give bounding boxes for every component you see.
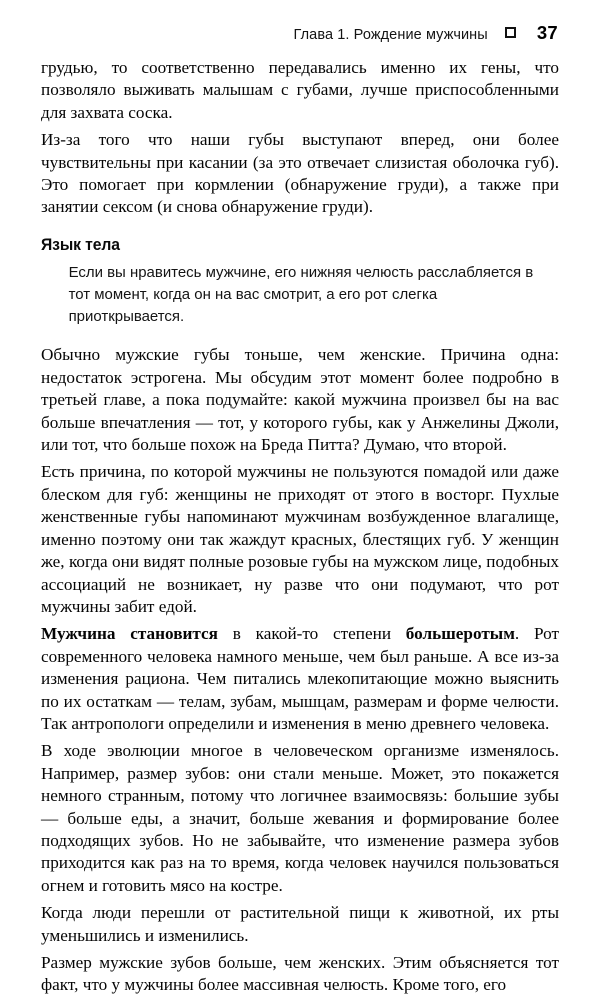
section-heading-body-language: Язык тела — [41, 235, 120, 254]
page-number: 37 — [536, 22, 558, 43]
running-head-chapter-title: Глава 1. Рождение мужчины — [293, 27, 488, 43]
paragraph-lipstick-reason: Есть причина, по которой мужчины не пользуются помадой или даже блеском для губ: женщины не приходят от этого в восторг. Пухлые женственные губы напоминают мужчинам возбужденное влагалище, именно поэтому они так жаждут красных, блестящих губ. У женщин же, когда они видят полные розовые губы на мужском лице, подобных ассоциаций не возникает, ну разве что они подумают, что рот мужчины забит едой. — [41, 462, 559, 616]
text-column — [41, 57, 559, 997]
paragraph-diet-shift: Когда люди перешли от растительной пищи к животной, их рты уменьшились и изменились. — [41, 903, 559, 945]
callout-body-language: Если вы нравитесь мужчине, его нижняя челюсть расслабляется в тот момент, когда он на вас смотрит, а его рот слегка приоткрывается. — [68, 263, 534, 326]
paragraph-big-mouth — [41, 623, 559, 735]
paragraph-evolution-teeth: В ходе эволюции многое в человеческом организме изменялось. Например, размер зубов: они стали меньше. Может, это покажется немного странным, потому что логичнее взаимосвязь: большие зубы — больше еды, а значит, больше жевания и формирование более подходящих зубов. Но не забывайте, что изменение размера зубов приходится как раз на то время, когда человек научился пользоваться огнем и готовить мясо на костре. — [41, 741, 559, 895]
mixed-paragraph-rest: . Рот современного человека намного меньше, чем был раньше. А все из-за изменения рациона. Чем питались млекопитающие можно выяснить по их остаткам — телам, зубам, мышцам, размерам и форме челюсти. Так антропологи определили и изменения в меню древнего человека. — [41, 624, 559, 733]
mixed-paragraph-middle: в какой-то степени — [217, 624, 406, 644]
bold-lead-phrase: Мужчина становится — [41, 624, 218, 644]
paragraph-teeth-size-gender: Размер мужские зубов больше, чем женских. Этим объясняется тот факт, что у мужчины более массивная челюсть. Кроме того, его — [41, 953, 559, 995]
paragraph-lips-sensitivity: Из-за того что наши губы выступают вперед, они более чувствительны при касании (за это отвечает слизистая оболочка губ). Это помогает при кормлении (обнаружение груди), а также при занятии сексом (и снова обнаружение груди). — [41, 130, 559, 217]
paragraph-continuation: грудью, то соответственно передавались именно их гены, что позволяло выживать малышам с губами, лучше приспособленными для захвата соска. — [41, 58, 559, 122]
paragraph-male-lips-thinner: Обычно мужские губы тоньше, чем женские. Причина одна: недостаток эстрогена. Мы обсудим этот момент более подробно в третьей главе, а пока подумайте: какой мужчина произвел бы на вас больше впечатления — тот, у которого губы, как у Анжелины Джоли, или тот, что больше похож на Бреда Питта? Думаю, что второй. — [41, 345, 559, 455]
bold-term: большеротым — [405, 624, 515, 644]
running-head — [41, 22, 558, 48]
square-outline-icon — [505, 27, 516, 38]
